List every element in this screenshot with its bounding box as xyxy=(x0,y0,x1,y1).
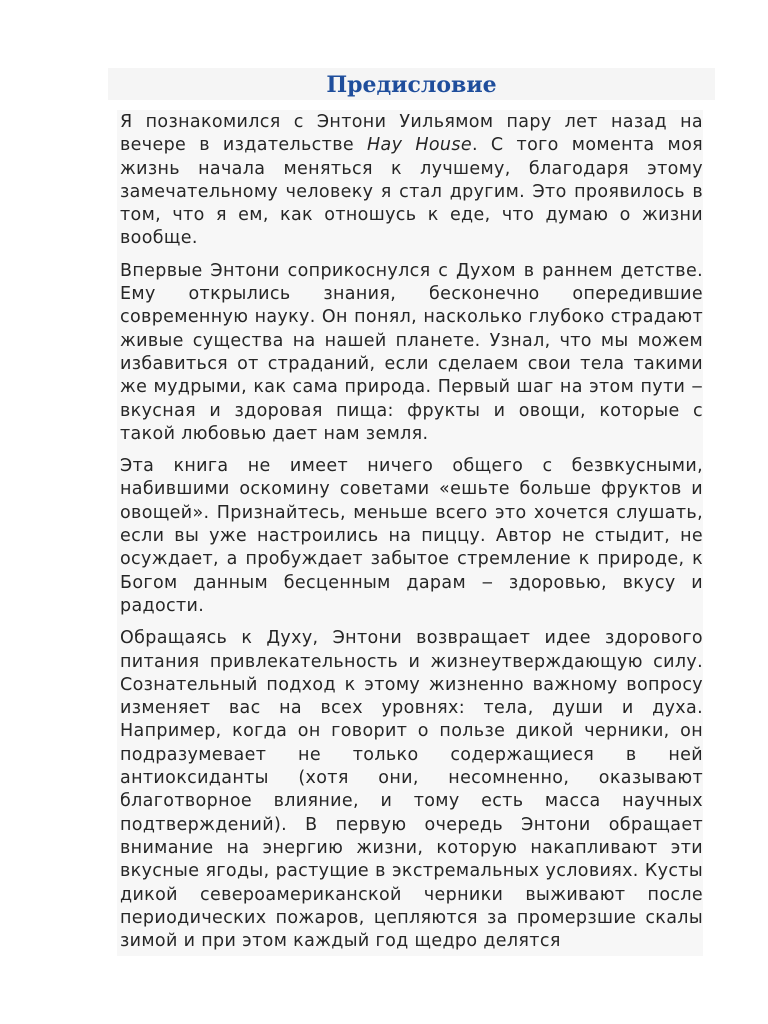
paragraph-1 xyxy=(120,111,703,251)
page-title: Предисловие xyxy=(326,72,497,98)
publisher-name: Hay House xyxy=(367,135,472,156)
paragraph-2: Впервые Энтони соприкоснулся с Духом в раннем детстве. Ему открылись знания, бесконечно опередившие современную науку. Он понял, насколько глубоко страдают живые существа на нашей планете. Узнал, что мы можем избавиться от страданий, если сделаем свои тела такими же мудрыми, как сама природа. Первый шаг на этом пути ‒ вкусная и здоровая пища: фрукты и овощи, которые с такой любовью дает нам земля. xyxy=(120,260,703,444)
paragraph-1-text-before: Я познакомился с Энтони Уильямом пару лет назад на вечере в издательстве xyxy=(120,112,703,156)
paragraph-3: Эта книга не имеет ничего общего с безвкусными, набившими оскомину советами «ешьте больше фруктов и овощей». Признайтесь, меньше всего это хочется слушать, если вы уже настроились на пиццу. Автор не стыдит, не осуждает, а пробуждает забытое стремление к природе, к Богом данным бесценным дарам ‒ здоровью, вкусу и радости. xyxy=(120,456,703,616)
body-text xyxy=(120,111,703,962)
paragraph-4: Обращаясь к Духу, Энтони возвращает идее здорового питания привлекательность и жизнеутверждающую силу. Сознательный подход к этому жизненно важному вопросу изменяет вас на всех уровнях: тела, души и духа. Например, когда он говорит о пользе дикой черники, он подразумевает не только содержащиеся в ней антиоксиданты (хотя они, несомненно, оказывают благотворное влияние, и тому есть масса научных подтверждений). В первую очередь Энтони обращает внимание на энергию жизни, которую накапливают эти вкусные ягоды, растущие в экстремальных условиях. Кусты дикой североамериканской черники выживают после периодических пожаров, цепляются за промерзшие скалы зимой и при этом каждый год щедро делятся xyxy=(120,628,703,952)
paragraph-1-text-after: . С того момента моя жизнь начала меняться к лучшему, благодаря этому замечательному человеку я стал другим. Это проявилось в том, что я ем, как отношусь к еде, что думаю о жизни вообще. xyxy=(120,135,704,249)
